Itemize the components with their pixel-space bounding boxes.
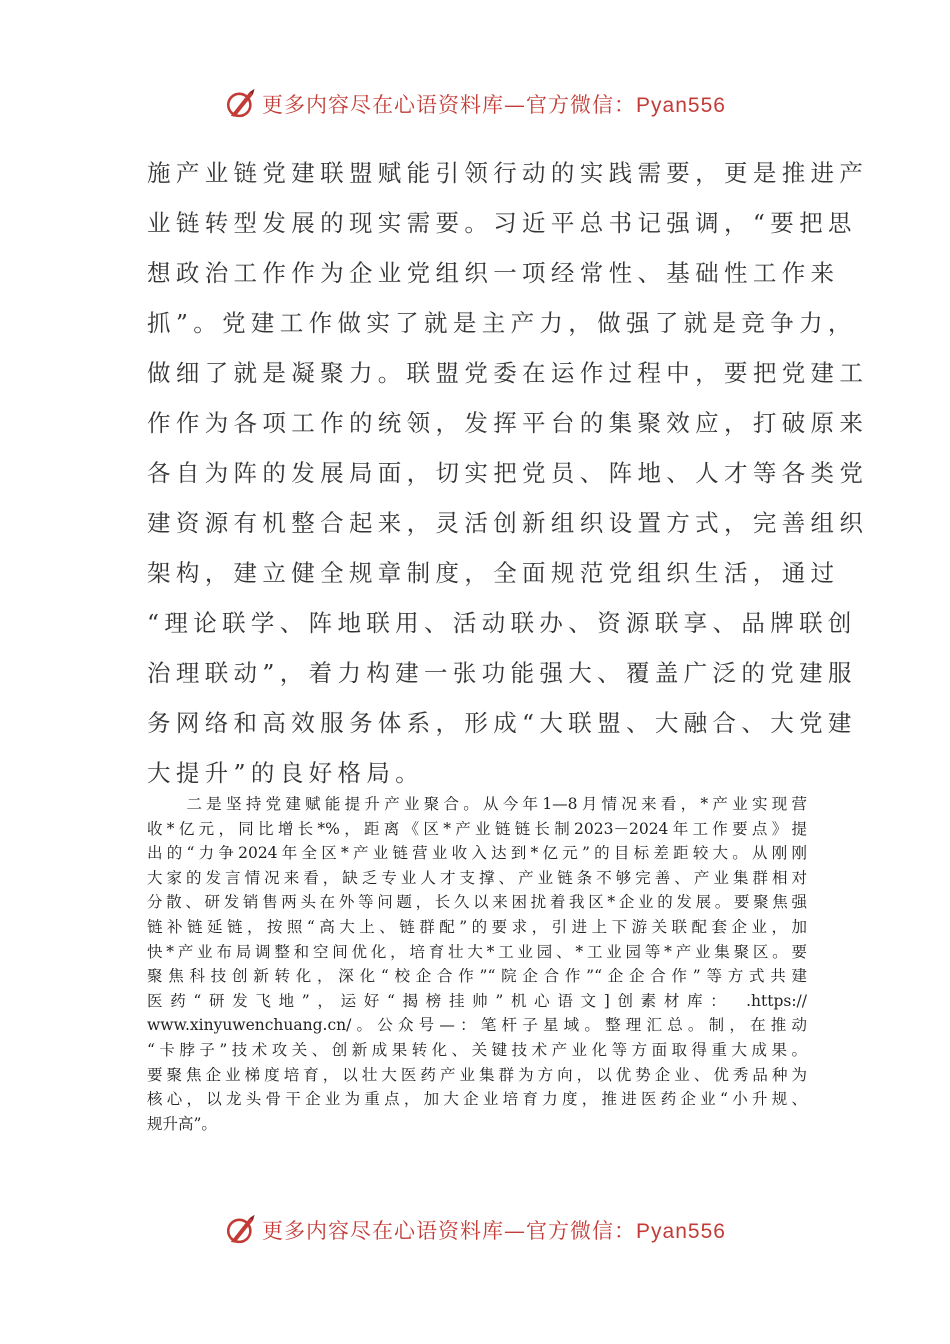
- paragraph-line: 施产业链党建联盟赋能引领行动的实践需要，更是推进产: [147, 159, 869, 187]
- paragraph-line: 大提升”的良好格局。: [147, 759, 425, 787]
- paragraph-line: 建资源有机整合起来，灵活创新组织设置方式，完善组织: [147, 509, 869, 537]
- paragraph-line: 务网络和高效服务体系，形成“大联盟、大融合、大党建: [147, 709, 857, 737]
- paragraph-line: 架构，建立健全规章制度，全面规范党组织生活，通过: [147, 559, 840, 587]
- footer-banner: [0, 1210, 950, 1250]
- footer-wechat-id: Pyan556: [636, 1220, 726, 1243]
- paragraph-line: 链补链延链，按照“高大上、链群配”的要求，引进上下游关联配套企业，加: [147, 917, 807, 936]
- paragraph-line: www.xinyuwenchuang.cn/。公众号—：笔杆子星域。整理汇总。制，在推动: [147, 1016, 807, 1035]
- paragraph-line: 业链转型发展的现实需要。习近平总书记强调，“要把思: [147, 209, 857, 237]
- paragraph-line: 二是坚持党建赋能提升产业聚合。从今年1—8月情况来看，*产业实现营: [147, 795, 807, 813]
- paragraph-line: 规升高”。: [147, 1114, 217, 1133]
- footer-text: 更多内容尽在心语资料库—官方微信：Pyan556: [262, 1219, 726, 1243]
- paragraph-line: 抓”。党建工作做实了就是主产力，做强了就是竞争力，: [147, 309, 857, 337]
- paragraph-line: 大家的发言情况来看，缺乏专业人才支撑、产业链条不够完善、产业集群相对: [147, 868, 807, 887]
- paragraph-line: “理论联学、阵地联用、活动联办、资源联享、品牌联创: [147, 609, 857, 637]
- paragraph-line: 治理联动”，着力构建一张功能强大、覆盖广泛的党建服: [147, 659, 857, 687]
- paragraph-line: 想政治工作作为企业党组织一项经常性、基础性工作来: [147, 259, 840, 287]
- header-wechat-id: Pyan556: [636, 94, 726, 117]
- paragraph-line: “卡脖子”技术攻关、创新成果转化、关键技术产业化等方面取得重大成果。: [147, 1040, 807, 1059]
- header-text: 更多内容尽在心语资料库—官方微信：Pyan556: [262, 93, 726, 117]
- paragraph-line: 快*产业布局调整和空间优化，培育壮大*工业园、*工业园等*产业集聚区。要: [147, 942, 807, 961]
- main-paragraph: [147, 148, 869, 798]
- paragraph-line: 做细了就是凝聚力。联盟党委在运作过程中，要把党建工: [147, 359, 869, 387]
- quill-pen-logo-icon: [224, 1213, 258, 1247]
- paragraph-line: 要聚焦企业梯度培育，以壮大医药产业集群为方向，以优势企业、优秀品种为: [147, 1065, 807, 1084]
- second-paragraph: [147, 792, 807, 1136]
- paragraph-line: 医药“研发飞地”，运好“揭榜挂帅”机心语文]创素材库： .https://: [147, 991, 807, 1010]
- header-banner: [0, 84, 950, 124]
- quill-pen-logo-icon: [224, 87, 258, 121]
- paragraph-line: 聚焦科技创新转化，深化“校企合作”“院企合作”“企企合作”等方式共建: [147, 967, 807, 986]
- paragraph-line: 各自为阵的发展局面，切实把党员、阵地、人才等各类党: [147, 459, 869, 487]
- paragraph-line: 收*亿元，同比增长*%，距离《区*产业链链长制2023－2024年工作要点》提: [147, 819, 807, 838]
- paragraph-line: 作作为各项工作的统领，发挥平台的集聚效应，打破原来: [147, 409, 869, 437]
- paragraph-line: 分散、研发销售两头在外等问题，长久以来困扰着我区*企业的发展。要聚焦强: [147, 893, 807, 912]
- paragraph-line: 出的“力争2024年全区*产业链营业收入达到*亿元”的目标差距较大。从刚刚: [147, 844, 807, 863]
- paragraph-line: 核心，以龙头骨干企业为重点，加大企业培育力度，推进医药企业“小升规、: [147, 1090, 807, 1109]
